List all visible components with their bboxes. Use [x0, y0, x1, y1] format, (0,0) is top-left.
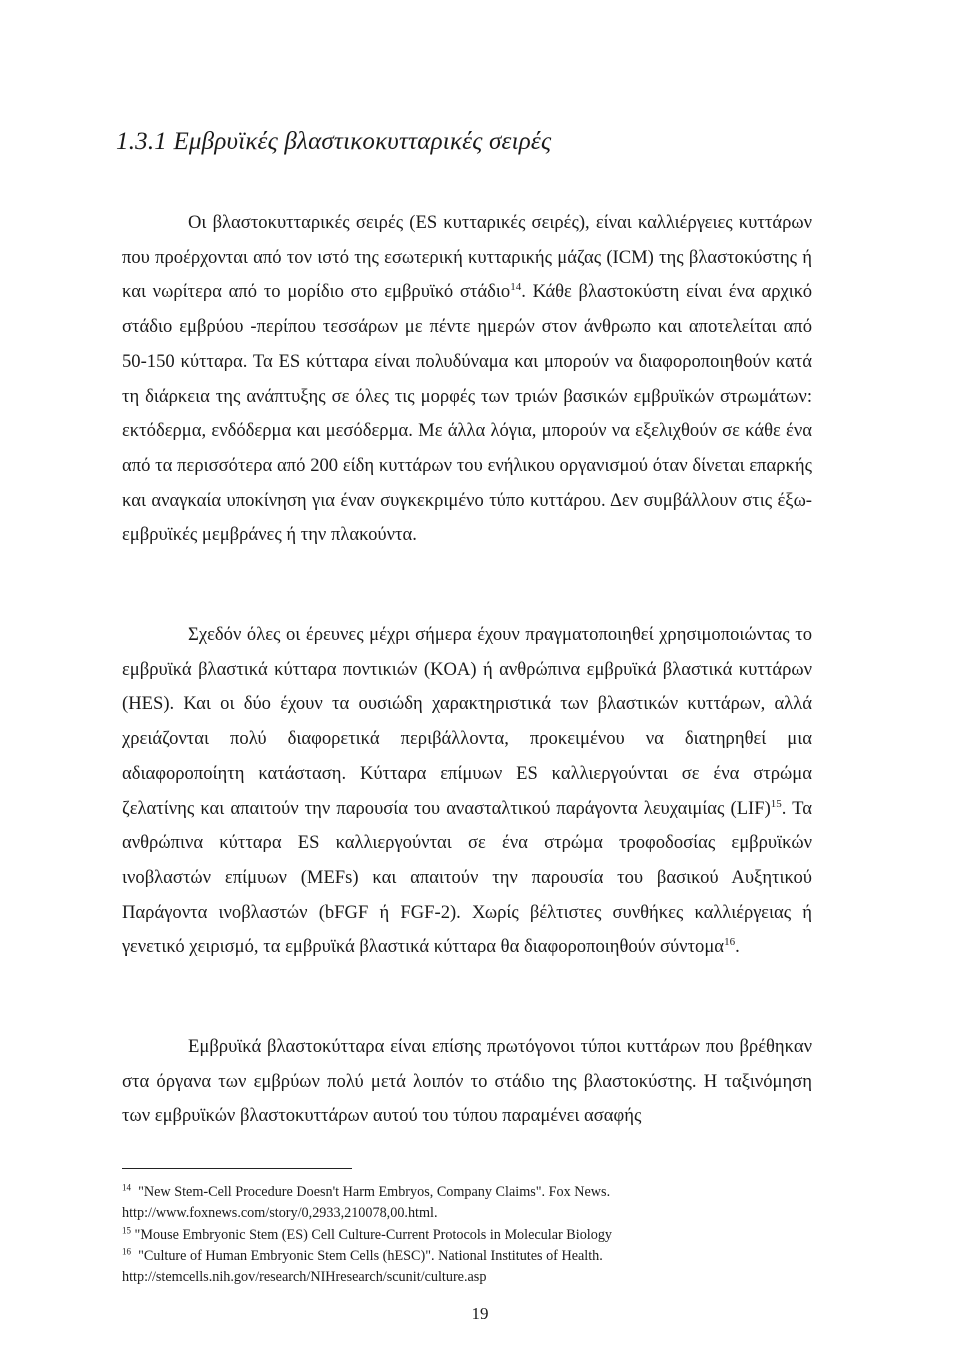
footnote-ref-15[interactable]: 15 [770, 797, 782, 810]
paragraph-2-text-b: . Τα ανθρώπινα κύτταρα ES καλλιεργούνται σε ένα στρώμα τροφοδοσίας εμβρυϊκών ινοβλαστών επίμυων (MEFs) και απαιτούν την παρουσία του βασικού Αυξητικού Παράγοντα ινοβλαστών (bFGF ή FGF-2). Χωρίς βέλτιστες συνθήκες καλλιέργειας ή γενετικό χειρισμό, τα εμβρυϊκά βλαστικά κύτταρα θα διαφοροποιηθούν σύντομα [122, 797, 812, 958]
paragraph-1-text-b: . Κάθε βλαστοκύστη είναι ένα αρχικό στάδιο εμβρύου -περίπου τεσσάρων με πέντε ημερών στον άνθρωπο και αποτελείται από 50-150 κύτταρα. Τα ES κύτταρα είναι πολυδύναμα και μπορούν να διαφοροποιηθούν κατά τη διάρκεια της ανάπτυξης σε όλες τις μορφές των τριών βασικών εμβρυϊκών στρωμάτων: εκτόδερμα, ενδόδερμα και μεσόδερμα. Με άλλα λόγια, μπορούν να εξελιχθούν σε κάθε ένα από τα περισσότερα από 200 είδη κυττάρων του ενήλικου οργανισμού όταν δίνεται επαρκής και αναγκαία υποκίνηση για έναν συγκεκριμένο τύπο κυττάρου. Δεν συμβάλλουν στις έξω-εμβρυϊκές μεμβράνες ή την πλακούντα. [122, 281, 813, 546]
footnote-text: "Culture of Human Embryonic Stem Cells (hESC)". National Institutes of Health. [138, 1247, 603, 1264]
footnote-number: 14 [122, 1182, 131, 1193]
footnotes [122, 1182, 816, 1288]
footnote-link[interactable]: http://stemcells.nih.gov/research/NIHresearch/scunit/culture.asp [122, 1269, 487, 1286]
paragraph-2 [122, 618, 812, 965]
footnote-divider [122, 1168, 352, 1169]
paragraph-2-text-a: Σχεδόν όλες οι έρευνες μέχρι σήμερα έχουν πραγματοποιηθεί χρησιμοποιώντας το εμβρυϊκά βλαστικά κύτταρα ποντικιών (KOA) ή ανθρώπινα εμβρυϊκά βλαστικά κυττάρων (HES). Και οι δύο έχουν τα ουσιώδη χαρακτηριστικά των βλαστικών κυττάρων, αλλά χρειάζονται πολύ διαφορετικά περιβάλλοντα, προκειμένου να διατηρηθεί μια αδιαφοροποίητη κατάσταση. Κύτταρα επίμυων ES καλλιεργούνται σε ένα στρώμα ζελατίνης και απαιτούν την παρουσία του ανασταλτικού παράγοντα λευχαιμίας (LIF) [122, 624, 812, 819]
footnote-link[interactable]: http://www.foxnews.com/story/0,2933,210078,00.html. [122, 1205, 438, 1222]
paragraph-3-text-a: Εμβρυϊκά βλαστοκύτταρα είναι επίσης πρωτόγονοι τύποι κυττάρων που βρέθηκαν στα όργανα των εμβρύων πολύ μετά λοιπόν το στάδιο της βλαστοκύστης. Η ταξινόμηση των εμβρυϊκών βλαστοκυττάρων αυτού του τύπου παραμένει ασαφής [122, 1036, 812, 1127]
footnote-number: 16 [122, 1246, 131, 1257]
footnote-text: "Mouse Embryonic Stem (ES) Cell Culture-Current Protocols in Molecular Biology [134, 1226, 613, 1243]
paragraph-1 [122, 206, 812, 553]
footnote-item [122, 1246, 816, 1289]
footnote-item [122, 1182, 816, 1225]
paragraph-3 [122, 1030, 812, 1134]
paragraph-2-text-c: . [735, 936, 740, 958]
section-heading: 1.3.1 Εμβρυϊκές βλαστικοκυτταρικές σειρές [116, 128, 552, 155]
footnote-number: 15 [122, 1224, 131, 1235]
footnote-item [122, 1225, 816, 1246]
footnote-text: "New Stem-Cell Procedure Doesn't Harm Embryos, Company Claims". Fox News. [138, 1184, 611, 1200]
footnote-ref-16[interactable]: 16 [724, 936, 736, 949]
paragraph-1-text-a: Οι βλαστοκυτταρικές σειρές (ES κυτταρικές σειρές), είναι καλλιέργειες κυττάρων που προέρχονται από τον ιστό της εσωτερική κυτταρικής μάζας (ICM) της βλαστοκύστης ή και νωρίτερα από το μορίδιο στο εμβρυϊκό στάδιο [122, 212, 812, 303]
footnote-ref-14[interactable]: 14 [510, 281, 522, 294]
page-number: 19 [471, 1304, 489, 1323]
